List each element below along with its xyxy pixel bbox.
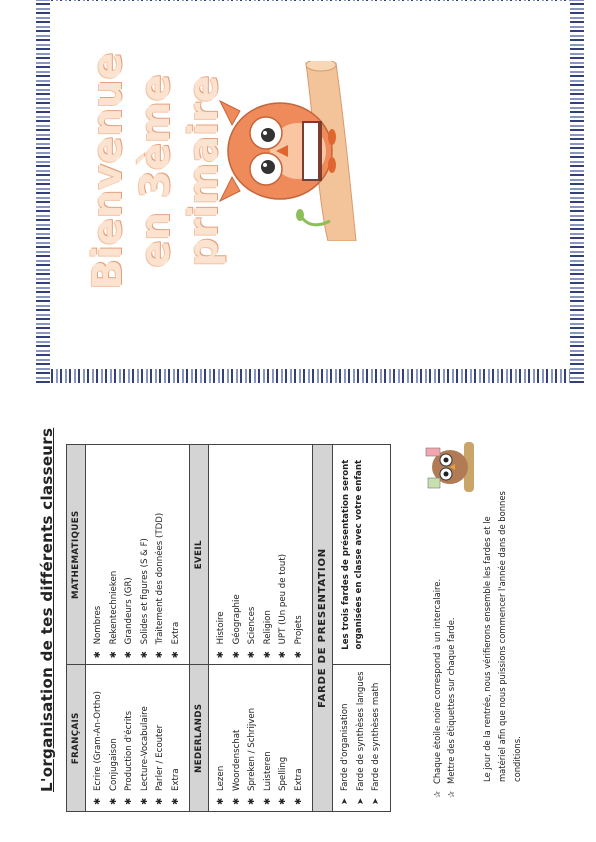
star-icon: ✱ — [139, 651, 150, 659]
star-icon: ✱ — [216, 651, 226, 659]
classeurs-table — [66, 444, 391, 812]
star-icon: ✱ — [293, 651, 304, 659]
star-icon: ✱ — [216, 797, 226, 805]
list-item: ✱Géographie — [230, 451, 246, 658]
list-item: ✱Histoire — [214, 451, 230, 658]
star-icon: ✱ — [231, 651, 242, 659]
francais-cell — [86, 665, 190, 812]
farde-cell — [333, 665, 391, 812]
star-icon: ✱ — [262, 797, 273, 805]
classeurs-panel — [0, 421, 596, 842]
star-icon: ✱ — [155, 797, 165, 805]
arrow-icon: ➤ — [355, 797, 366, 805]
farde-header: FARDE DE PRESENTATION — [313, 445, 333, 812]
star-icon: ✱ — [278, 651, 288, 659]
star-icon: ✱ — [170, 797, 181, 805]
star-icon: ✱ — [278, 797, 288, 805]
list-item: ✱Luisteren — [261, 671, 277, 805]
list-item: ✱Rekentechnieken — [107, 451, 123, 658]
list-item: ✱Solides et figures (S & F) — [138, 451, 154, 658]
star-icon: ✱ — [262, 651, 273, 659]
welcome-panel — [0, 0, 596, 391]
list-item: ✱Lecture-Vocabulaire — [138, 671, 154, 805]
star-icon: ✱ — [93, 797, 103, 805]
francais-header: FRANÇAIS — [67, 665, 86, 812]
list-item: ✱Parler / Ecouter — [153, 671, 169, 805]
star-icon: ✱ — [124, 651, 134, 659]
list-item: ✱Conjugaison — [107, 671, 123, 805]
star-icon: ✱ — [231, 797, 242, 805]
list-item: ✱Spelling — [276, 671, 292, 805]
list-item: ✱Woordenschat — [230, 671, 246, 805]
list-item: ➤Farde de synthèses langues — [354, 671, 370, 805]
arrow-icon: ➤ — [340, 797, 350, 805]
star-icon: ✱ — [108, 797, 119, 805]
list-item: ✱Sciences — [245, 451, 261, 658]
star-icon: ✱ — [293, 797, 304, 805]
star-icon: ✱ — [247, 651, 257, 659]
star-icon: ✱ — [108, 651, 119, 659]
list-item: ✱Extra — [169, 451, 185, 658]
farde-note-cell — [333, 445, 391, 665]
list-item: ✱UPT (Un peu de tout) — [276, 451, 292, 658]
owl-small-illustration — [420, 440, 484, 494]
list-item: ✱Nombres — [91, 451, 107, 658]
star-icon: ✱ — [139, 797, 150, 805]
rentree-paragraph: Le jour de la rentrée, nous vérifierons ensemble les fardes et le matériel afin que nous puissions commencer l'année dans de bonnes conditions. — [482, 491, 522, 782]
nederlands-header: NEDERLANDS — [190, 665, 209, 812]
star-icon: ✱ — [170, 651, 181, 659]
farde-note: Les trois fardes de présentation seront organisées en classe avec votre enfant — [341, 459, 364, 650]
welcome-title — [84, 21, 228, 321]
owl-on-branch-illustration — [210, 61, 410, 241]
list-item: ➤Farde de synthèses math — [369, 671, 385, 805]
list-item: ✱Lezen — [214, 671, 230, 805]
list-item: ✱Traitement des données (TDD) — [153, 451, 169, 658]
nederlands-cell — [209, 665, 313, 812]
eveil-cell — [209, 445, 313, 665]
list-item: ✱Grandeurs (GR) — [122, 451, 138, 658]
list-item: ✱Extra — [169, 671, 185, 805]
list-item: ✱Projets — [292, 451, 308, 658]
list-item: ✱Extra — [292, 671, 308, 805]
notes — [430, 579, 458, 798]
welcome-line-2: en 3ème primaire — [133, 74, 227, 268]
star-icon: ✱ — [247, 797, 257, 805]
eveil-header: EVEIL — [190, 445, 209, 665]
welcome-line-1: Bienvenue — [85, 52, 131, 290]
mathematiques-cell — [86, 445, 190, 665]
note-line: ✰Mettre des étiquettes sur chaque farde. — [446, 617, 456, 798]
list-item: ✱Spreken / Schrijven — [245, 671, 261, 805]
star-outline-icon: ✰ — [446, 790, 456, 798]
list-item: ✱Religion — [261, 451, 277, 658]
note-line: ✰Chaque étoile noire correspond à un intercalaire. — [432, 578, 442, 798]
page-title: L'organisation de tes différents classeurs — [38, 427, 56, 792]
list-item: ✱Production d'écrits — [122, 671, 138, 805]
list-item: ✱Ecrire (Gram-An-Ortho) — [91, 671, 107, 805]
star-icon: ✱ — [124, 797, 134, 805]
list-item: ➤Farde d'organisation — [338, 671, 354, 805]
mathematiques-header: MATHEMATIQUES — [67, 445, 86, 665]
star-icon: ✱ — [93, 651, 103, 659]
star-outline-icon: ✰ — [432, 790, 442, 798]
arrow-icon: ➤ — [371, 797, 381, 805]
star-icon: ✱ — [155, 651, 165, 659]
